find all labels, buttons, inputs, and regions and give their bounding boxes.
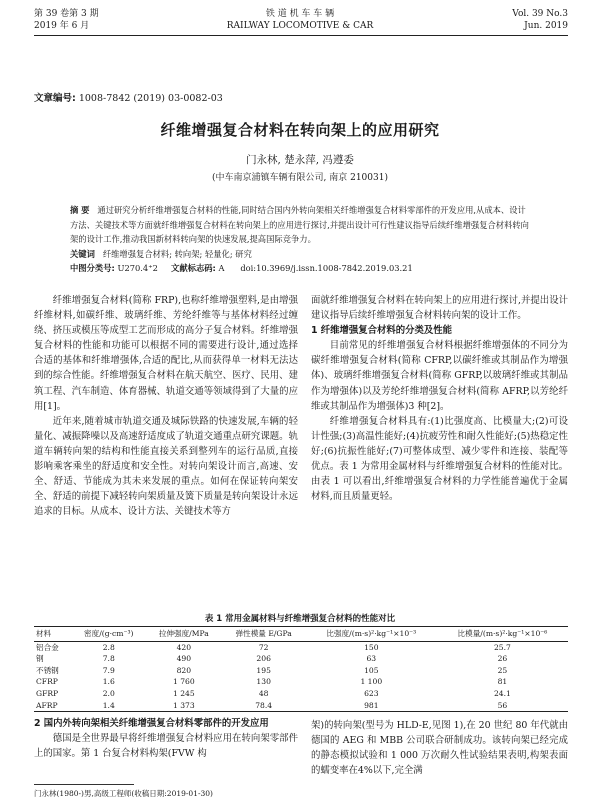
- body-column-right: [311, 293, 568, 504]
- table-header-cell: 比模量/(m·s)²·kg⁻¹×10⁻⁶: [437, 627, 568, 642]
- doi: doi:10.3969/j.issn.1008-7842.2019.03.21: [240, 263, 413, 273]
- article-number-label: 文章编号:: [34, 93, 76, 104]
- table-cell: 490: [176, 654, 192, 664]
- doc-code-label: 文献标志码:: [171, 263, 216, 273]
- table-cell: 铝合金: [36, 642, 59, 652]
- classification-line: [70, 261, 532, 276]
- table-cell: 1 373: [146, 700, 221, 712]
- table-header-cell: 拉伸强度/MPa: [146, 627, 221, 642]
- table-cell: 不锈钢: [36, 665, 59, 675]
- table-cell: 2.8: [102, 642, 115, 652]
- table-cell: 钢: [36, 654, 44, 664]
- abstract-text: 通过研究分析纤维增强复合材料的性能,同时结合国内外转向架相关纤维增强复合材料零部件的开发应用,从成本、设计方法、关键技术等方面就纤维增强复合材料在转向架上的应用进行探讨,并提出设计可行性建议指导后续纤维增强复合材料转向架的设计工作,推动我国新材料转向架的快速发展,提高国际竞争力。: [70, 205, 529, 244]
- article-number: [34, 90, 223, 104]
- keywords-label: 关键词: [70, 248, 95, 259]
- abstract: [70, 203, 532, 247]
- table-cell: 981: [306, 700, 437, 712]
- paper-affiliation: (中车南京浦镇车辆有限公司, 南京 210031): [212, 173, 388, 183]
- table-cell: 81: [497, 677, 508, 687]
- table-cell: 1 100: [360, 677, 383, 687]
- header-volume-issue: 第 39 卷第 3 期: [34, 9, 99, 19]
- section-heading-2: 2 国内外转向架相关纤维增强复合材料零部件的开发应用: [34, 718, 269, 729]
- table-cell: 72: [258, 642, 269, 652]
- table-cell: 105: [364, 665, 379, 675]
- body-paragraph: 纤维增强复合材料(简称 FRP),也称纤维增强塑料,是由增强纤维材料,如碳纤维、玻璃纤维、芳纶纤维等与基体材料经过缠绕、挤压或模压等成型工艺而形成的高分子复合材料。纤维增强复合材料的性能和功能可以根据不同的需要进行设计,通过选择合适的基体和纤维增强体,合适的配比,从而获得单一材料无法达到的综合性能。纤维增强复合材料在航天航空、医疗、民用、建筑工程、汽车制造、体育器械、轨道交通等领域得到了大量的应用[1]。: [34, 295, 298, 412]
- footnote: 门永林(1980-)男,高级工程师(收稿日期:2019-01-30): [34, 789, 213, 798]
- table-caption: 表 1 常用金属材料与纤维增强复合材料的性能对比: [204, 614, 396, 624]
- table-cell: 56: [437, 700, 568, 712]
- table-row: [34, 641, 568, 653]
- table-cell: 48: [258, 688, 269, 698]
- table-cell: 7.8: [102, 654, 115, 664]
- table-cell: 2.0: [102, 688, 115, 698]
- running-header-right: [512, 8, 568, 32]
- clc-label: 中图分类号:: [70, 263, 115, 273]
- table-body: [34, 641, 568, 712]
- article-number-value: 1008-7842 (2019) 03-0082-03: [78, 93, 223, 104]
- keywords: [70, 247, 532, 262]
- header-journal-en: RAILWAY LOCOMOTIVE & CAR: [226, 21, 374, 31]
- header-volume-en: Vol. 39 No.3: [512, 9, 568, 19]
- paper-title: 纤维增强复合材料在转向架上的应用研究: [160, 121, 440, 139]
- table-cell: 1 245: [172, 688, 195, 698]
- table-cell: 1.4: [71, 700, 146, 712]
- running-header-center: [0, 8, 600, 32]
- table-cell: 7.9: [102, 665, 115, 675]
- body-column-left: [34, 293, 298, 519]
- header-date: 2019 年 6 月: [34, 21, 90, 31]
- table-row: [34, 665, 568, 677]
- table-cell: 150: [364, 642, 379, 652]
- table-cell: 63: [366, 654, 377, 664]
- table-header-row: [34, 627, 568, 642]
- table-header-cell: 比强度/(m·s)²·kg⁻¹×10⁻³: [306, 627, 437, 642]
- header-date-en: Jun. 2019: [524, 21, 568, 31]
- table-row: [34, 676, 568, 688]
- paper-authors: 门永林, 楚永萍, 冯遵委: [246, 154, 354, 166]
- table-cell: 206: [256, 654, 271, 664]
- table-header-cell: 材料: [34, 627, 71, 642]
- table-header-cell: 密度/(g·cm⁻³): [71, 627, 146, 642]
- body-column-right-bottom: [311, 718, 568, 778]
- body-paragraph: 纤维增强复合材料具有:(1)比强度高、比模量大;(2)可设计性强;(3)高温性能好;(4)抗疲劳性和耐久性能好;(5)热稳定性好;(6)抗振性能好;(7)可整体成型、减少零件和连接、装配等优点。表 1 为常用金属材料与纤维增强复合材料的性能对比。由表 1 可以看出,纤维增强复合材料的力学性能普遍优于金属材料,而且质量更轻。: [311, 415, 568, 503]
- header-rule: [34, 35, 568, 36]
- table-cell: 130: [256, 677, 271, 687]
- footnote-rule: [34, 784, 134, 785]
- abstract-block: [70, 203, 532, 276]
- abstract-label: 摘 要: [70, 205, 90, 215]
- body-paragraph: 目前常见的纤维增强复合材料根据纤维增强体的不同分为碳纤维增强复合材料(简称 CFRP,以碳纤维或其制品作为增强体)、玻璃纤维增强复合材料(简称 GFRP,以玻璃纤维或其制品作为增强体)以及芳纶纤维增强复合材料(简称 AFRP,以芳纶纤维或其制品作为增强体)3 种[2]。: [311, 340, 568, 412]
- body-paragraph: 面就纤维增强复合材料在转向架上的应用进行探讨,并提出设计建议指导后续纤维增强复合材料转向架的设计工作。: [311, 295, 568, 322]
- keywords-text: 纤维增强复合材料; 转向架; 轻量化; 研究: [102, 248, 252, 259]
- table-cell: 1.6: [102, 677, 115, 687]
- table-row: [34, 688, 568, 700]
- table-cell: 195: [256, 665, 271, 675]
- body-paragraph: 近年来,随着城市轨道交通及城际铁路的快速发展,车辆的轻量化、减振降噪以及高速舒适度成了轨道交通重点研究课题。轨道车辆转向架的结构和性能直接关系到整列车的运行品质,直接影响乘客乘坐的舒适度和安全性。对转向架设计而言,高速、安全、舒适、节能成为其未来发展的重点。如何在保证转向架安全、舒适的前提下减轻转向架质量及簧下质量是转向架设计永远追求的目标。从成本、设计方法、关键技术等方: [34, 415, 298, 518]
- body-paragraph: 德国是全世界最早将纤维增强复合材料应用在转向架零部件上的国家。第 1 台复合材料构架(FVW 构: [34, 733, 298, 760]
- table-cell: 24.1: [493, 688, 511, 698]
- table-row: [34, 653, 568, 665]
- table-cell: CFRP: [36, 677, 58, 687]
- table-cell: 420: [176, 642, 192, 652]
- body-paragraph: 架)的转向架(型号为 HLD-E,见图 1),在 20 世纪 80 年代就由德国的 AEG 和 MBB 公司联合研制成功。该转向架已经完成的静态模拟试验和 1 000 万次耐久性试验结果表明,构架表面的蠕变率在4%以下,完全满: [311, 720, 568, 777]
- clc-value: U270.4⁺2: [117, 263, 158, 273]
- doc-code-value: A: [218, 263, 225, 273]
- body-column-left-bottom: [34, 716, 298, 761]
- table-cell: GFRP: [36, 688, 59, 698]
- table-cell: 623: [364, 688, 379, 698]
- table-cell: 25.7: [493, 642, 511, 652]
- table-row: [34, 700, 568, 712]
- table-cell: AFRP: [34, 700, 71, 712]
- table-cell: 1 760: [172, 677, 195, 687]
- table-cell: 26: [497, 654, 508, 664]
- table-1: [34, 626, 568, 712]
- header-journal-cn: 铁 道 机 车 车 辆: [265, 9, 335, 19]
- section-heading-1: 1 纤维增强复合材料的分类及性能: [311, 325, 453, 337]
- table-header-cell: 弹性模量 E/GPa: [222, 627, 306, 642]
- table-cell: 78.4: [222, 700, 306, 712]
- table-cell: 25: [497, 665, 508, 675]
- table-cell: 820: [176, 665, 192, 675]
